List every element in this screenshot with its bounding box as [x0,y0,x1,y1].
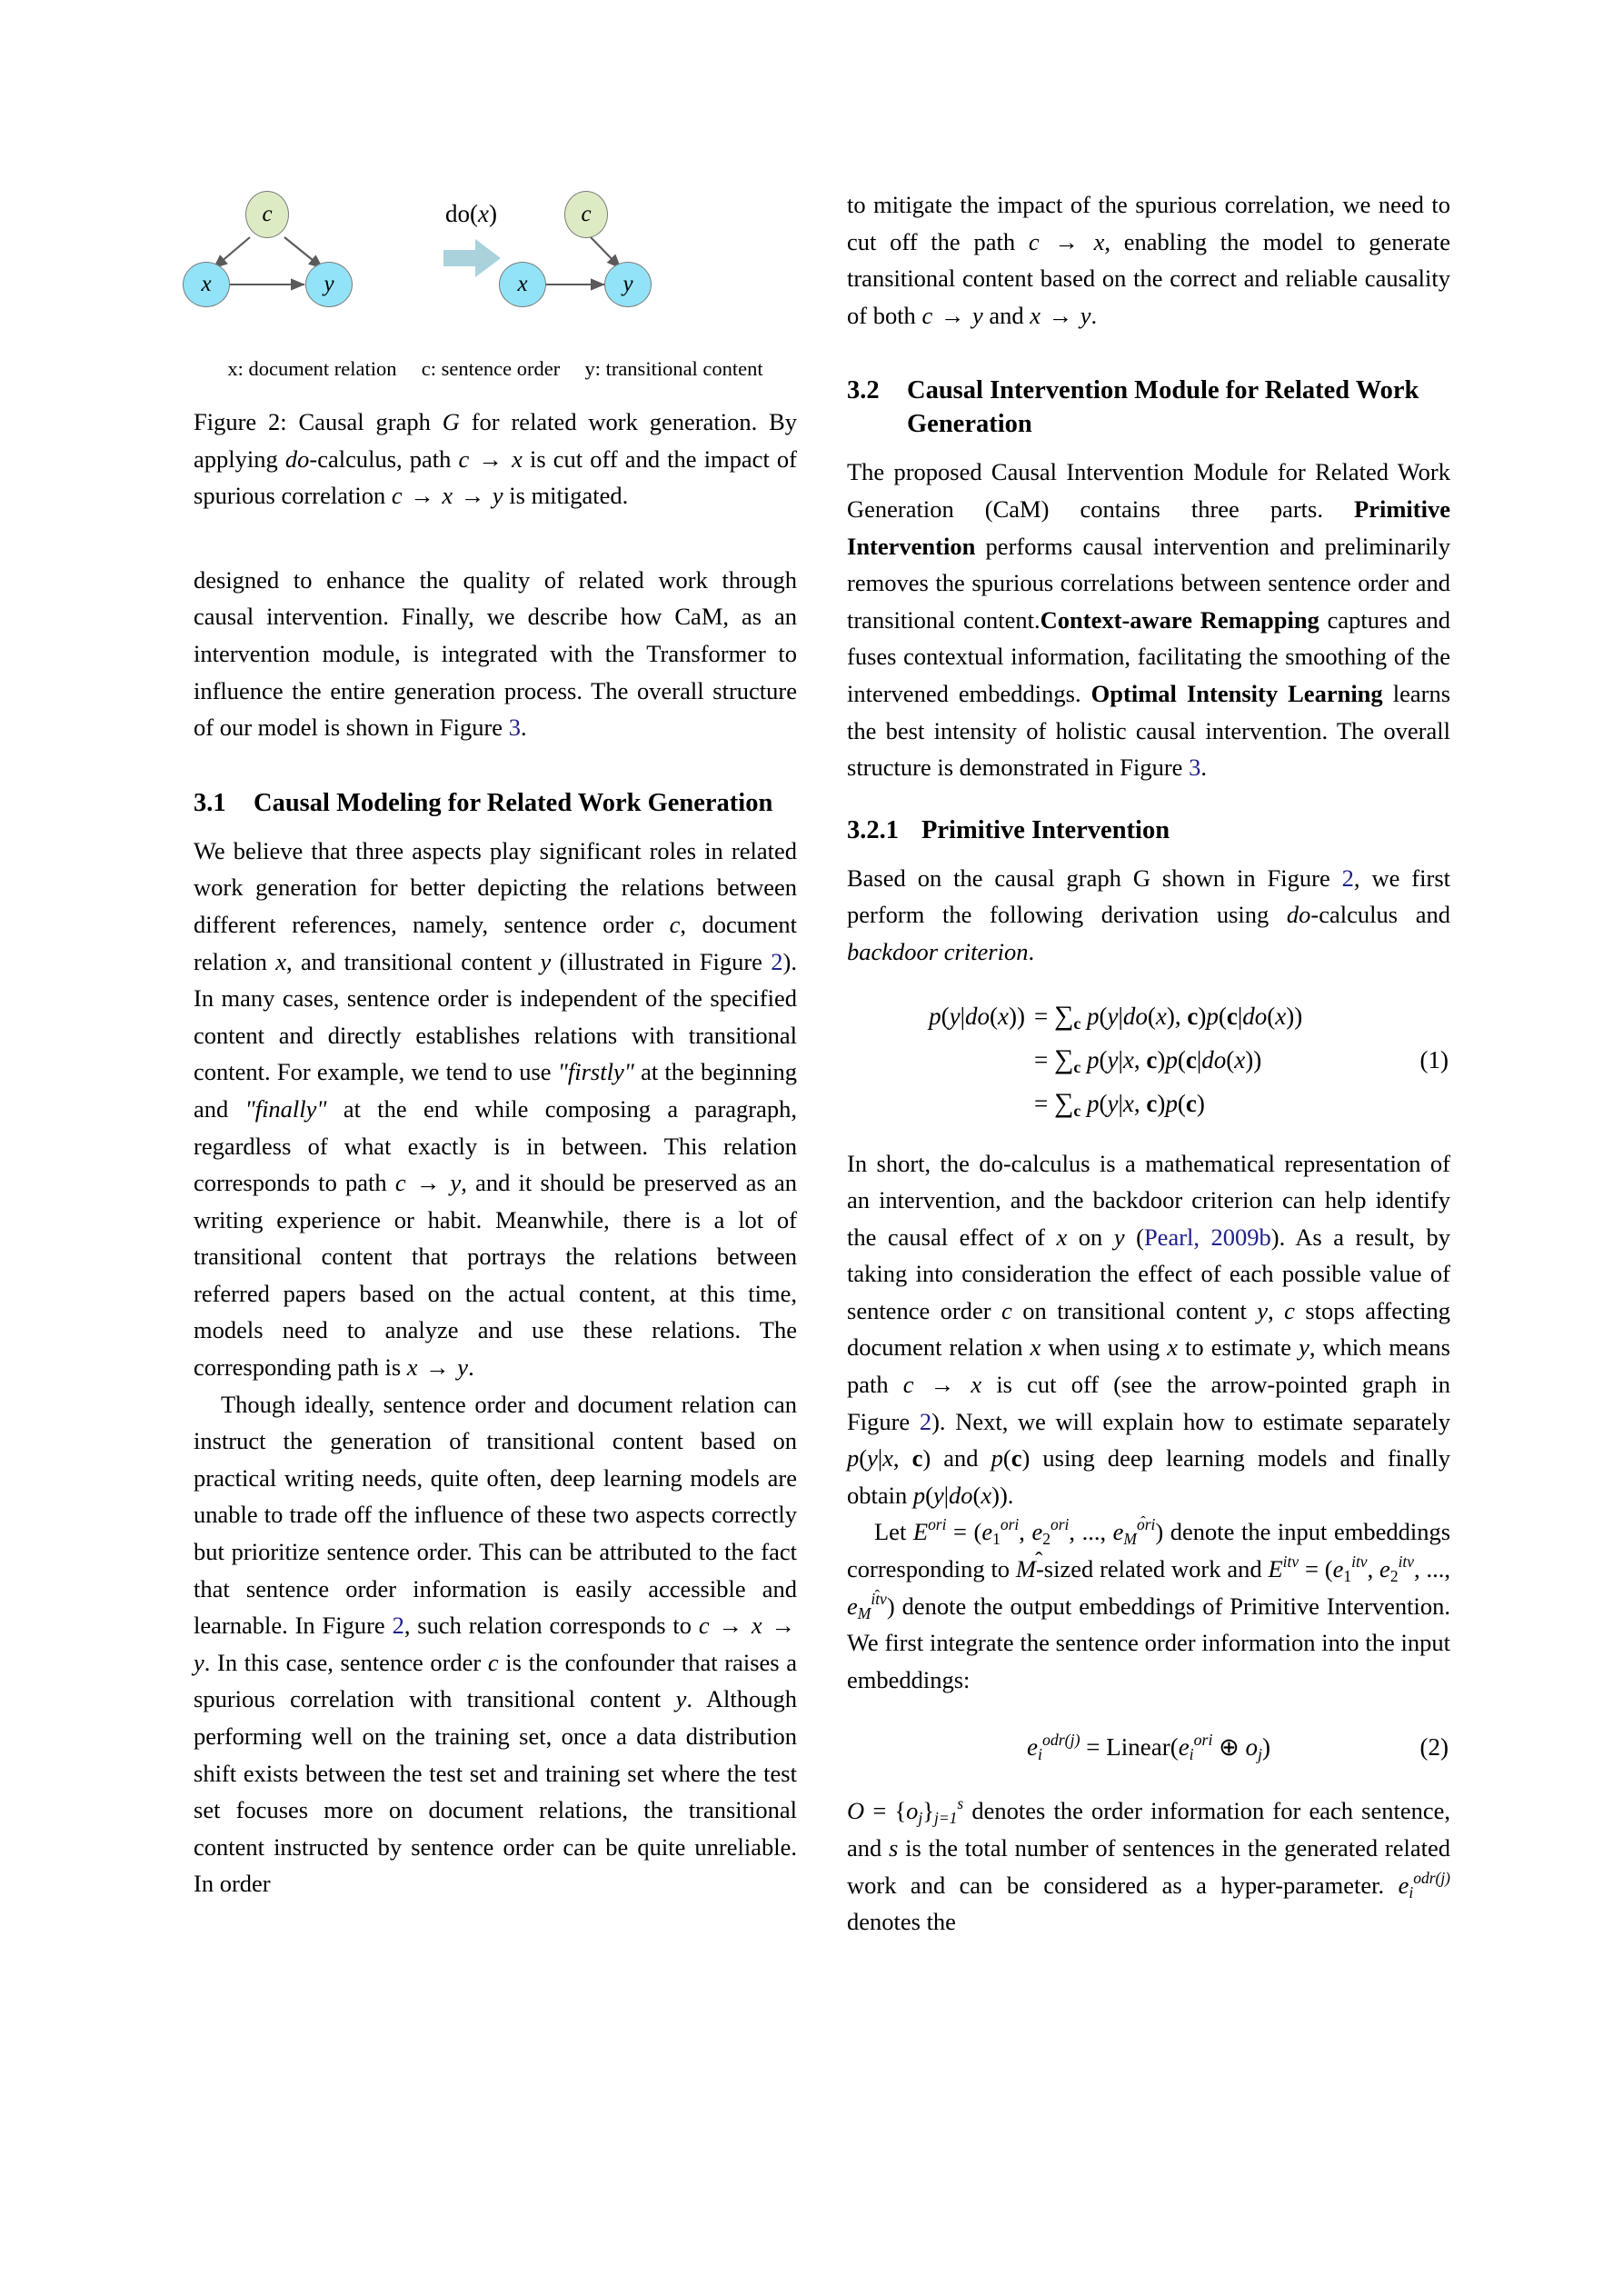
citation-pearl-link[interactable]: Pearl, [1143,1223,1200,1251]
section-heading-3-2 [847,374,1450,441]
graph-left-node-y: y [305,262,353,307]
do-operator-label: do(x) [445,200,497,227]
right-para-2: Based on the causal graph G shown in Figure 2, we first perform the following derivation using do-calculus and backdoor criterion. [847,863,1450,965]
equation-1-tag: (1) [1419,1045,1449,1073]
right-para-5: $O = \{o_j\}_{j=1}^s$ denotes the order information for each sentence, and s is the total number of sen​tences in the generated related work and can be con​sidered as a hyper-parameter. $e_i^{odr(j)}$ denotes the [847,1794,1451,1936]
right-column [847,186,1450,1941]
graph-left-node-c: c [245,191,289,238]
figure-3-link-2[interactable]: 3 [1189,754,1201,782]
equation-2-tag: (2) [1419,1733,1449,1762]
figure-caption-lead: Figure 2: [194,408,287,435]
section-3-2-number: 3.2 [847,376,880,405]
equation-1-line-2: = $\sum_c$ p(y|x, c)p(c|do(x)) (1) [847,1038,1450,1082]
legend-c: c: sentence order [421,357,561,380]
quote-firstly: "firstly" [557,1058,634,1086]
left-para-1: We believe that three aspects play significant roles in related work generation for better depicting the relations between different references, namely, sen​tence order c, document relation x, and transitional content y (illustrated in Figure 2). In many cases, sentence order is independent of the specified con​tent and directly establishes relations with transi​tional content. For example, we tend to use "firstly" at the beginning and "finally" at the end while com​posing a paragraph, regardless of what exactly is in between. This relation corresponds to path c → y, and it should be preserved as an writing experience or habit. Meanwhile, there is a lot of transitional content that portrays the relations between referred papers based on the actual content, at this time, models need to analyze and use these relations. The corresponding path is x → y. [194,836,797,1382]
figure-2-link-3[interactable]: 2 [1341,863,1354,892]
left-column [194,186,797,1941]
bold-context-aware-remapping: Context-aware Remapping [1040,605,1319,634]
quote-finally: "finally" [244,1094,327,1123]
section-heading-3-2-1 [847,814,1450,847]
figure-2-caption: Figure 2: Causal graph G for related work generation. By applying do-calculus, path c → x is cut off and the impact of spurious correlation c → x → y is mitigated. [194,408,798,510]
figure-2-link-4[interactable]: 2 [919,1407,932,1435]
figure-2-link-1[interactable]: 2 [771,947,783,975]
right-para-continued: to mitigate the impact of the spurious correlation, we need to cut off the path c → x, enabling the model to generate transitional content based on the correct and reliable causality of both c → y and x → y. [847,191,1450,329]
equation-1-line-1: p(y|do(x)) = $\sum_c$ p(y|do(x), c)p(c|do(x)) [929,1000,1303,1033]
right-para-1-a: The proposed Causal Intervention Module for Related Work Generation (CaM) contains three parts. [847,458,1450,523]
figure-2 [194,186,797,514]
section-3-2-1-number: 3.2.1 [847,815,899,844]
figure-3-link[interactable]: 3 [508,714,521,742]
legend-x: x: document relation [227,357,397,380]
left-para-continued: designed to enhance the quality of related work through causal intervention. Finally, we describe how CaM, as an intervention module, is integrated with the Transformer to influence the entire genera​tion process. The overall structure of our model is shown in Figure 3. [194,565,797,742]
figure-2-link-2[interactable]: 2 [392,1612,404,1640]
italic-do: do [1286,901,1311,929]
equation-2: $e_i^{odr(j)}$ = $Linear(e_i^{ori}$ ⊕ $o_j$) (2) [847,1725,1450,1769]
graph-right-node-x: x [499,262,546,307]
two-column-body [194,186,1450,1941]
section-3-2-title: Causal Intervention Module for Related Work Generation [907,376,1419,439]
bold-optimal-intensity-learning: Optimal Intensity Learning [1090,679,1383,707]
section-3-2-1-title: Primitive Intervention [921,815,1170,844]
graph-right-node-y: y [604,262,652,307]
bold-primitive-intervention: Primitive Intervention [847,494,1450,560]
section-3-1-number: 3.1 [194,788,226,817]
do-operator-arrow-icon [443,239,501,277]
legend-y: y: transitional content [584,357,763,380]
italic-backdoor-criterion: backdoor criterion [847,937,1029,965]
figure-2-graphic [194,186,797,391]
left-para-2: Though ideally, sentence order and document relation can instruct the generation of transitional content based on practical writing needs, quite of​ten, deep learning models are unable to trade off the influence of these two aspects correctly but pri​oritize sentence order. This can be attributed to the fact that sentence order information is easily accessible and learnable. In Figure 2, such relation corresponds to c → x → y. In this case, sentence order c is the confounder that raises a spurious correlation with transitional content y. Although performing well on the training set, once a data distribution shift exists between the test set and training set where the test set focuses more on doc​ument relations, the transitional content instructed by sentence order can be quite unreliable. In order [194,1390,798,1898]
right-para-3: In short, the do-calculus is a mathematical represen​tation of an intervention, and the backdoor criterion can help identify the causal effect of x on y (Pearl, 2009b). As a result, by taking into consideration the effect of each possible value of sentence order c on transitional content y, c stops affecting docu​ment relation x when using x to estimate y, which means path c → x is cut off (see the arrow-pointed graph in Figure 2). Next, we will explain how to estimate separately p(y|x, c) and p(c) using deep learning models and finally obtain p(y|do(x)). [847,1149,1451,1509]
right-para-4: Let $E^{ori} = (e_1^{ori}$, $e_2^{ori}$, ..., $e_M$ ˆ$^{ori}$) denote the in​put embeddings corresponding to M ˆ-sized related work and $E^{itv} = (e_1^{itv}$, $e_2^{itv}$, ..., $e_M$ ˆ$^{itv}$) denote the output embeddings of Primitive Intervention. We first integrate the sentence order information into the input embeddings: [847,1513,1450,1698]
section-heading-3-1 [194,786,797,820]
equation-1 [847,994,1450,1125]
figure-legend [194,357,797,381]
section-3-1-title: Causal Modeling for Related Work Generation [254,788,773,817]
citation-pearl-year-link[interactable]: 2009b [1210,1223,1271,1251]
graph-right-node-c: c [564,191,608,238]
equation-1-line-3: = $\sum_c$ p(y|x, c)p(c) [1034,1087,1205,1120]
right-para-1: The proposed Causal Intervention Module for Related Work Generation (CaM) contains three parts. Primitive Intervention performs causal intervention and preliminarily removes the spuri​ous correlations between sentence order and tran​sitional content.Context-aware Remapping cap​tures and fuses contextual information, facilitating the smoothing of the intervened embeddings. Optimal Intensity Learning learns the best intensity of holistic causal intervention. The overall structure is demonstrated in Figure 3. [847,458,1451,782]
graph-left-node-x: x [183,262,230,307]
